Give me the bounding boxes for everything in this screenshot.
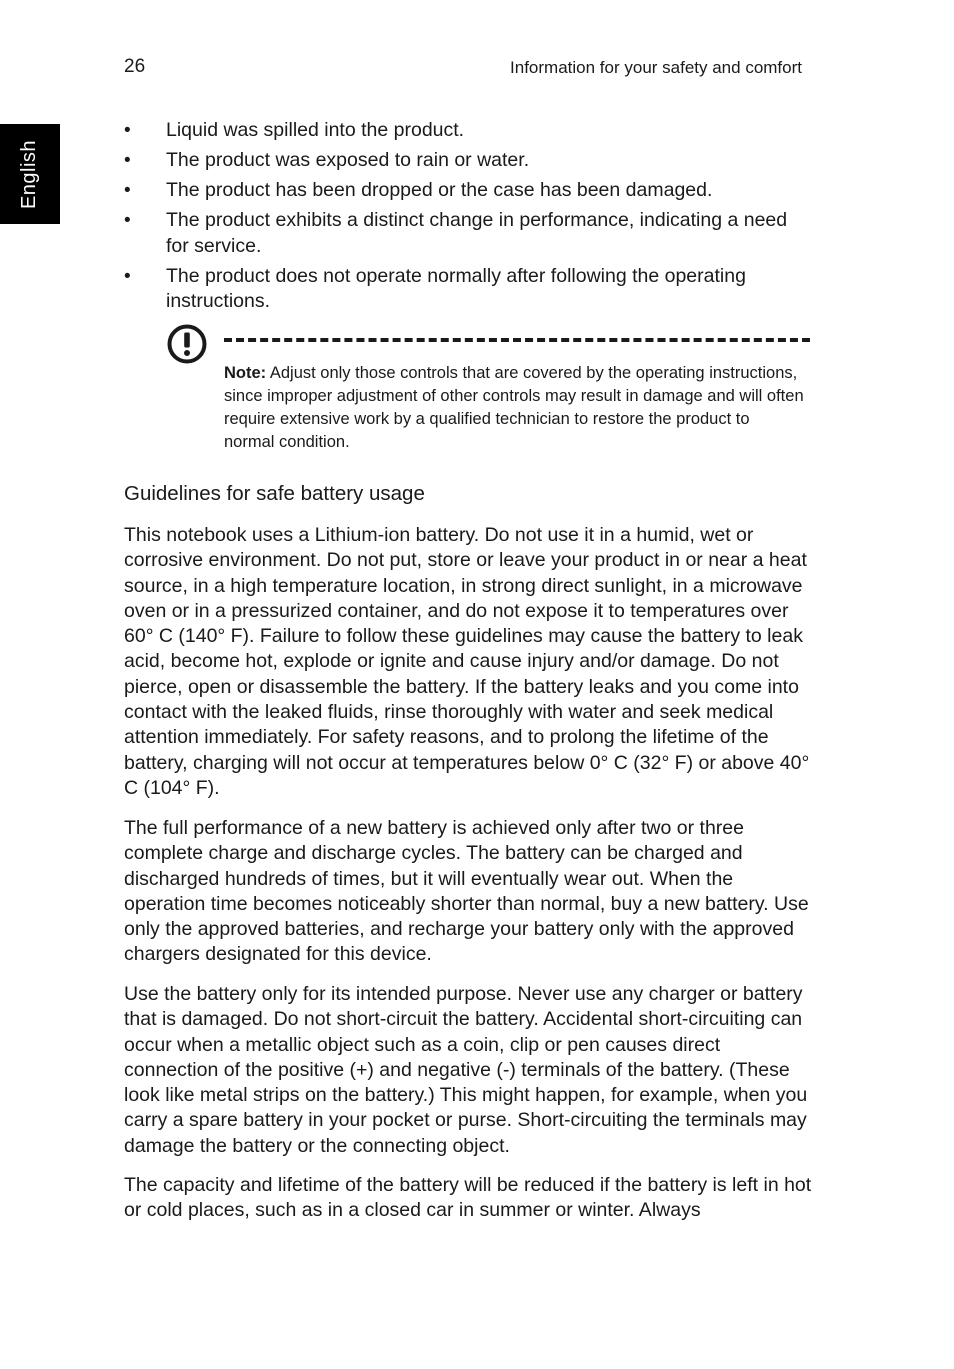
bullet-icon: • <box>124 180 131 201</box>
paragraph: Use the battery only for its intended purpose. Never use any charger or battery that is damaged. Do not short-circuit the battery. Accidental short-circuiting can occur when a metallic object such as a coin, clip or pen causes direct connection of the positive (+) and negative (-) terminals of the battery. (These look like metal strips on the battery.) This might happen, for example, when you carry a spare battery in your pocket or purse. Short-circuiting the terminals may damage the battery or the connecting object. <box>124 983 808 1157</box>
note-label: Note: <box>224 364 267 382</box>
language-tab-label: English <box>18 139 41 209</box>
paragraph: This notebook uses a Lithium-ion battery. Do not use it in a humid, wet or corrosive environment. Do not put, store or leave your product in or near a heat source, in a high temperature location, in strong direct sunlight, in a microwave oven or in a pressurized container, and do not expose it to temperatures over 60° C (140° F). Failure to follow these guidelines may cause the battery to leak acid, become hot, explode or ignite and cause injury and/or damage. Do not pierce, open or disassemble the battery. If the battery leaks and you come into contact with the leaked fluids, rinse thoroughly with water and seek medical attention immediately. For safety reasons, and to prolong the lifetime of the battery, charging will not occur at temperatures below 0° C (32° F) or above 40° C (104° F). <box>124 524 810 799</box>
bullet-icon: • <box>124 265 131 287</box>
list-item-text: The product does not operate normally after following the operating instructions. <box>166 264 746 312</box>
exclamation-circle-icon <box>167 324 207 364</box>
paragraph: The full performance of a new battery is achieved only after two or three complete charge and discharge cycles. The battery can be charged and discharged hundreds of times, but it will eventually wear out. When the operation time becomes noticeably shorter than normal, buy a new battery. Use only the approved batteries, and recharge your battery only with the approved chargers designated for this device. <box>124 817 809 966</box>
list-item <box>124 148 814 174</box>
list-item <box>124 208 814 259</box>
list-item <box>124 118 814 144</box>
bullet-icon: • <box>124 150 131 171</box>
bullet-icon: • <box>124 120 131 141</box>
list-item-text: The product exhibits a distinct change in performance, indicating a need for service. <box>166 209 788 257</box>
page-number: 26 <box>124 56 146 77</box>
note-divider <box>224 338 810 342</box>
list-item-text: The product has been dropped or the case has been damaged. <box>166 179 713 201</box>
bullet-icon: • <box>124 210 131 231</box>
note-body: Adjust only those controls that are covered by the operating instructions, since improper adjustment of other controls may result in damage and will often require extensive work by a qualified technician to restore the product to normal condition. <box>224 364 804 451</box>
list-item <box>124 178 814 204</box>
section-heading: Guidelines for safe battery usage <box>124 482 425 505</box>
list-item-text: The product was exposed to rain or water. <box>166 149 530 171</box>
list-item-text: Liquid was spilled into the product. <box>166 119 465 141</box>
condition-list <box>124 118 814 319</box>
paragraph: The capacity and lifetime of the battery will be reduced if the battery is left in hot or cold places, such as in a closed car in summer or winter. Always <box>124 1174 812 1222</box>
list-item <box>124 264 814 315</box>
note-box <box>224 362 804 454</box>
running-header: Information for your safety and comfort <box>510 58 802 77</box>
language-tab <box>0 124 60 224</box>
